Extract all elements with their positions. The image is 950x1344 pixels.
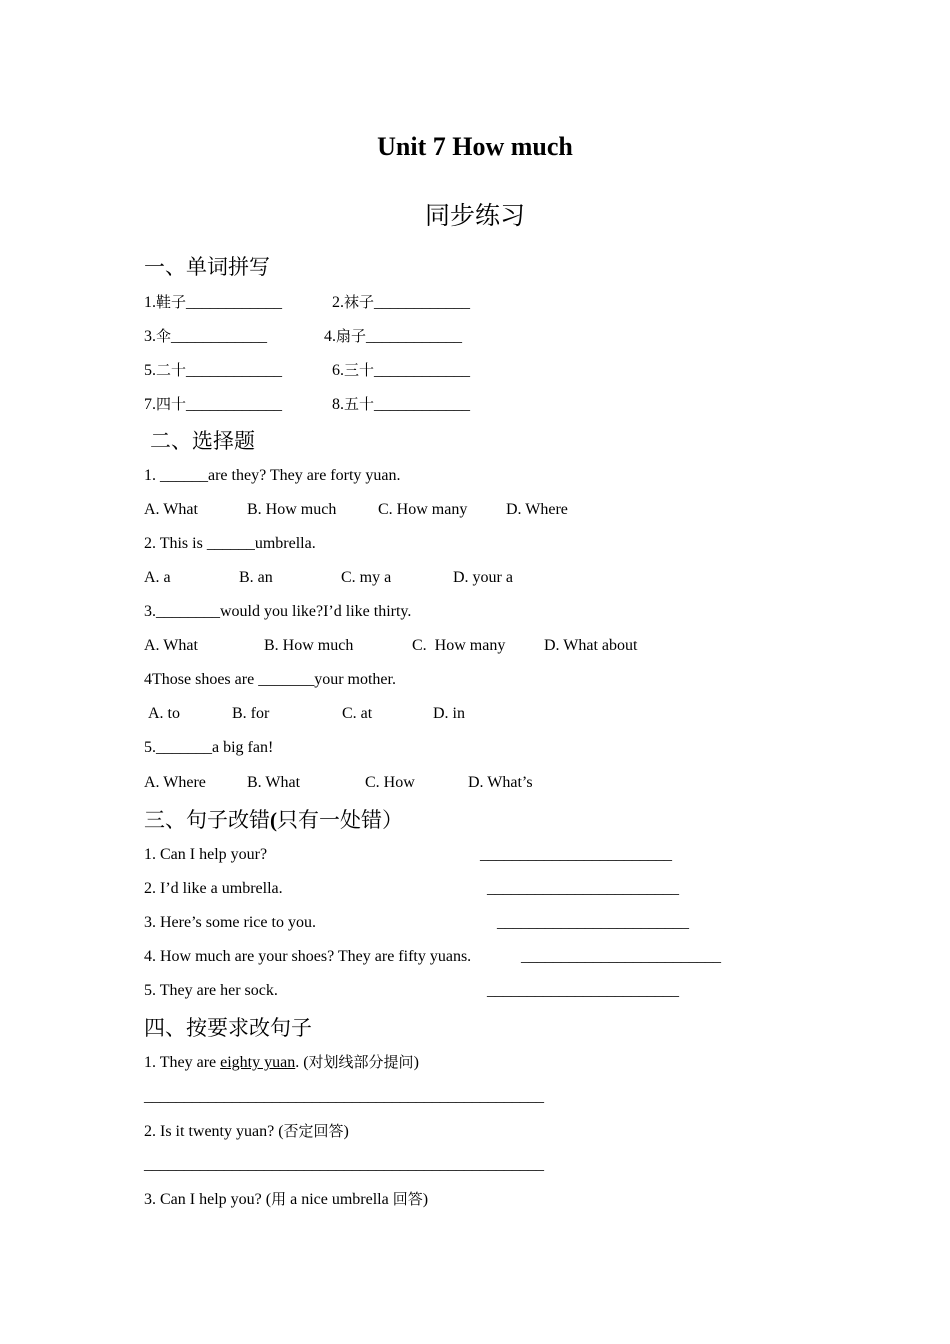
item-number: 3.: [144, 328, 156, 345]
item-number: 4.: [324, 328, 336, 345]
item-number: 8.: [332, 396, 344, 413]
instruction-note: 对划线部分提问: [308, 1053, 414, 1071]
section-3-heading: [144, 804, 403, 834]
option-b[interactable]: B. an: [239, 569, 273, 586]
option-d[interactable]: D. your a: [453, 569, 513, 586]
option-a[interactable]: A. to: [148, 705, 180, 722]
item-number: 7.: [144, 396, 156, 413]
option-d[interactable]: D. Where: [506, 501, 568, 518]
section-1-heading: 一、单词拼写: [144, 255, 270, 279]
answer-line-1[interactable]: __________________________________________________: [144, 1088, 544, 1105]
underlined-phrase: eighty yuan: [220, 1054, 296, 1071]
option-c[interactable]: C. How many: [412, 637, 506, 654]
heading-text: 三、句子改错: [144, 808, 270, 832]
correction-blank-2[interactable]: ________________________: [487, 880, 679, 897]
item-chinese-word: 五十: [344, 395, 375, 413]
option-b[interactable]: B. for: [232, 705, 270, 722]
item-number: 5.: [144, 362, 156, 379]
correction-blank-3[interactable]: ________________________: [497, 914, 689, 931]
rewrite-sentence-1: [144, 1052, 419, 1073]
answer-line-2[interactable]: __________________________________________________: [144, 1156, 544, 1173]
spelling-item-5: [144, 360, 282, 381]
question-5: 5._______a big fan!: [144, 739, 274, 756]
option-d[interactable]: D. What’s: [468, 774, 533, 791]
page-title: Unit 7 How much: [377, 132, 573, 161]
item-chinese-word: 三十: [344, 361, 375, 379]
correction-sentence-1: 1. Can I help your?: [144, 846, 268, 863]
item-chinese-word: 四十: [156, 395, 187, 413]
option-c[interactable]: C. How many: [378, 501, 468, 518]
option-c[interactable]: C. my a: [341, 569, 392, 586]
correction-sentence-3: 3. Here’s some rice to you.: [144, 914, 316, 931]
rewrite-sentence-2: [144, 1121, 349, 1142]
item-chinese-word: 扇子: [336, 327, 367, 345]
spelling-item-4: [324, 326, 462, 347]
option-a[interactable]: A. Where: [144, 774, 206, 791]
correction-blank-4[interactable]: _________________________: [521, 948, 721, 965]
spelling-item-1: [144, 292, 282, 313]
correction-blank-1[interactable]: ________________________: [480, 846, 672, 863]
instruction-note: 否定回答: [283, 1122, 344, 1140]
sentence-text: a nice umbrella: [286, 1191, 393, 1208]
option-b[interactable]: B. How much: [247, 501, 337, 518]
answer-blank[interactable]: ____________: [374, 362, 471, 379]
correction-sentence-2: 2. I’d like a umbrella.: [144, 880, 283, 897]
heading-text: 只有一处错）: [277, 808, 403, 832]
answer-blank[interactable]: ____________: [186, 362, 283, 379]
spelling-item-6: [332, 360, 470, 381]
instruction-note: 回答: [392, 1190, 423, 1208]
option-a[interactable]: A. What: [144, 501, 198, 518]
item-chinese-word: 伞: [156, 327, 172, 345]
answer-blank[interactable]: ____________: [171, 328, 268, 345]
question-2: 2. This is ______umbrella.: [144, 535, 316, 552]
option-a[interactable]: A. a: [144, 569, 171, 586]
item-number: 6.: [332, 362, 344, 379]
spelling-item-3: [144, 326, 267, 347]
option-d[interactable]: D. What about: [544, 637, 638, 654]
page-subtitle: 同步练习: [424, 201, 525, 230]
sentence-text: . (: [295, 1054, 309, 1071]
section-2-heading: 二、选择题: [150, 429, 255, 453]
item-number: 2.: [332, 294, 344, 311]
item-chinese-word: 二十: [156, 361, 187, 379]
spelling-item-8: [332, 394, 470, 415]
spelling-item-2: [332, 292, 470, 313]
item-chinese-word: 鞋子: [156, 293, 187, 311]
heading-paren: (: [270, 808, 277, 832]
section-4-heading: 四、按要求改句子: [144, 1016, 312, 1040]
item-chinese-word: 袜子: [344, 293, 375, 311]
answer-blank[interactable]: ____________: [366, 328, 463, 345]
correction-sentence-5: 5. They are her sock.: [144, 982, 278, 999]
answer-blank[interactable]: ____________: [186, 294, 283, 311]
sentence-text: 2. Is it twenty yuan? (: [144, 1123, 284, 1140]
correction-sentence-4: 4. How much are your shoes? They are fifty yuans.: [144, 948, 472, 965]
sentence-text: ): [422, 1191, 429, 1208]
question-3: 3.________would you like?I’d like thirty.: [144, 603, 412, 620]
question-4: 4Those shoes are _______your mother.: [144, 671, 396, 688]
correction-blank-5[interactable]: ________________________: [487, 982, 679, 999]
option-c[interactable]: C. How: [365, 774, 415, 791]
answer-blank[interactable]: ____________: [374, 294, 471, 311]
instruction-note: 用: [271, 1190, 287, 1208]
answer-blank[interactable]: ____________: [186, 396, 283, 413]
sentence-text: ): [413, 1054, 419, 1071]
answer-blank[interactable]: ____________: [374, 396, 471, 413]
sentence-text: ): [343, 1123, 349, 1140]
question-1: 1. ______are they? They are forty yuan.: [144, 467, 401, 484]
option-a[interactable]: A. What: [144, 637, 198, 654]
option-c[interactable]: C. at: [342, 705, 373, 722]
spelling-item-7: [144, 394, 282, 415]
sentence-text: 3. Can I help you? (: [144, 1191, 272, 1208]
option-b[interactable]: B. How much: [264, 637, 354, 654]
sentence-text: 1. They are: [144, 1054, 221, 1071]
option-b[interactable]: B. What: [247, 774, 301, 791]
item-number: 1.: [144, 294, 156, 311]
rewrite-sentence-3: [144, 1189, 428, 1210]
option-d[interactable]: D. in: [433, 705, 465, 722]
